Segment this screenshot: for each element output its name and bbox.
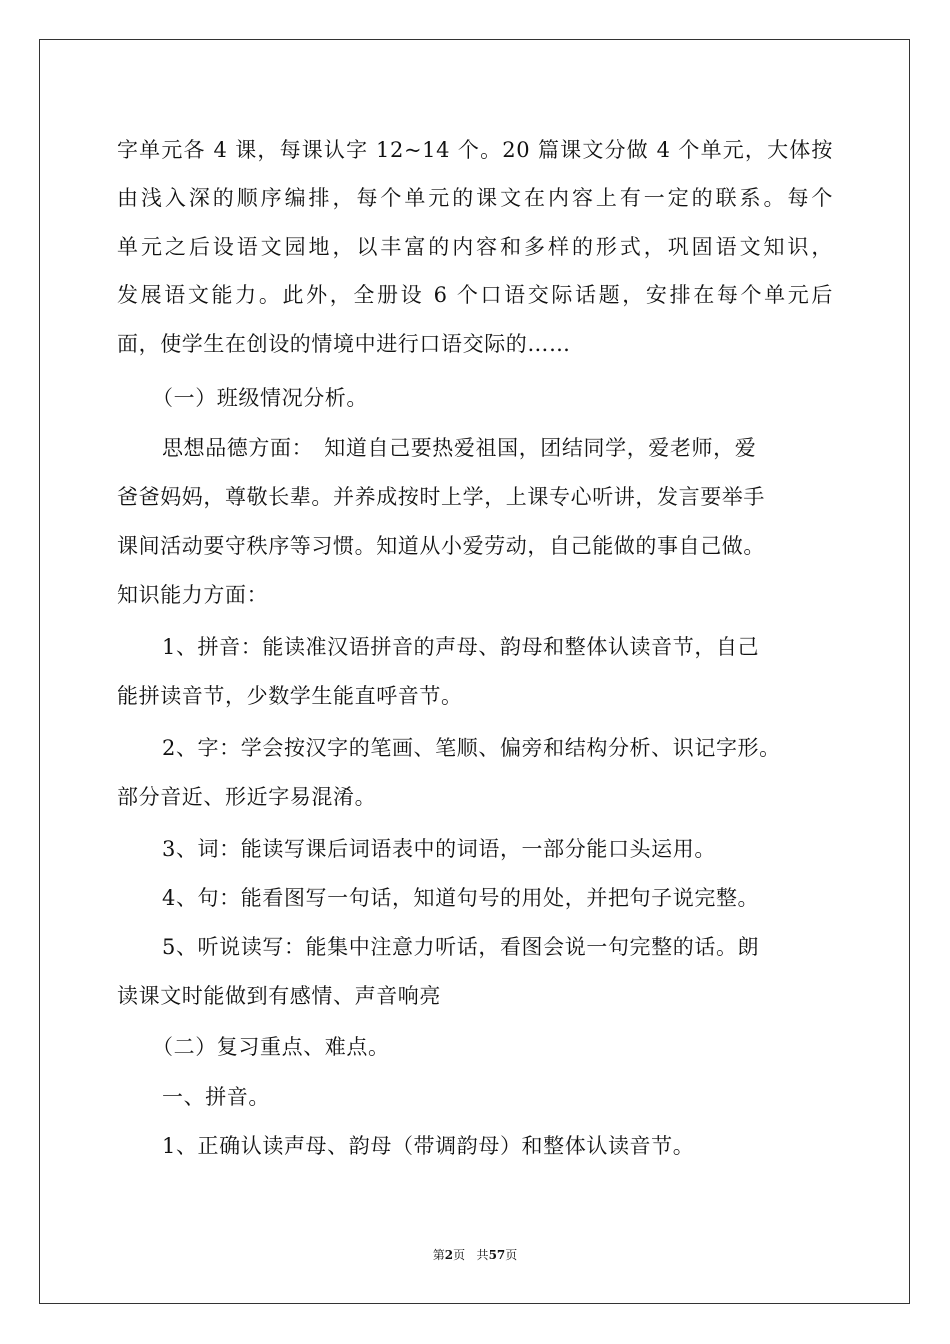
- item-4: 4、句：能看图写一句话，知道句号的用处，并把句子说完整。: [162, 886, 760, 910]
- item-2-line-1: 2、字：学会按汉字的笔画、笔顺、偏旁和结构分析、识记字形。: [162, 736, 781, 760]
- item-1-line-1: 1、拼音：能读准汉语拼音的声母、韵母和整体认读音节，自己: [162, 635, 760, 659]
- total-pages: 57: [488, 1248, 506, 1262]
- body-line-2: 由浅入深的顺序编排，每个单元的课文在内容上有一定的联系。每个: [117, 186, 833, 210]
- body-line-7: 思想品德方面： 知道自己要热爱祖国，团结同学，爱老师，爱: [162, 436, 757, 460]
- body-line-9: 课间活动要守秩序等习惯。知道从小爱劳动，自己能做的事自己做。: [117, 534, 765, 558]
- section-heading-class-analysis: （一）班级情况分析。: [152, 386, 368, 410]
- section-heading-review-focus: （二）复习重点、难点。: [152, 1035, 390, 1059]
- page-prefix: 第: [432, 1248, 445, 1262]
- page-number: 2: [444, 1248, 454, 1262]
- item-5-line-1: 5、听说读写：能集中注意力听话，看图会说一句完整的话。朗: [162, 935, 760, 959]
- body-line-5: 面，使学生在创设的情境中进行口语交际的……: [117, 332, 571, 356]
- subheading-knowledge-ability: 知识能力方面：: [117, 583, 269, 607]
- item-5-line-2: 读课文时能做到有感情、声音响亮: [117, 984, 441, 1008]
- body-line-8: 爸爸妈妈，尊敬长辈。并养成按时上学，上课专心听讲，发言要举手: [117, 485, 765, 509]
- pinyin-item-1: 1、正确认读声母、韵母（带调韵母）和整体认读音节。: [162, 1134, 695, 1158]
- item-3: 3、词：能读写课后词语表中的词语，一部分能口头运用。: [162, 837, 716, 861]
- body-line-1: 字单元各 4 课，每课认字 12~14 个。20 篇课文分做 4 个单元，大体按: [117, 138, 833, 162]
- subheading-pinyin: 一、拼音。: [162, 1085, 270, 1109]
- page-suffix: 页: [453, 1248, 466, 1262]
- body-line-4: 发展语文能力。此外，全册设 6 个口语交际话题，安排在每个单元后: [117, 283, 833, 307]
- page-footer: [0, 1247, 950, 1263]
- page-border: [39, 39, 910, 1304]
- body-line-3: 单元之后设语文园地，以丰富的内容和多样的形式，巩固语文知识，: [117, 235, 833, 259]
- total-suffix: 页: [505, 1248, 518, 1262]
- item-1-line-2: 能拼读音节，少数学生能直呼音节。: [117, 684, 463, 708]
- total-prefix: 共: [476, 1248, 489, 1262]
- item-2-line-2: 部分音近、形近字易混淆。: [117, 785, 377, 809]
